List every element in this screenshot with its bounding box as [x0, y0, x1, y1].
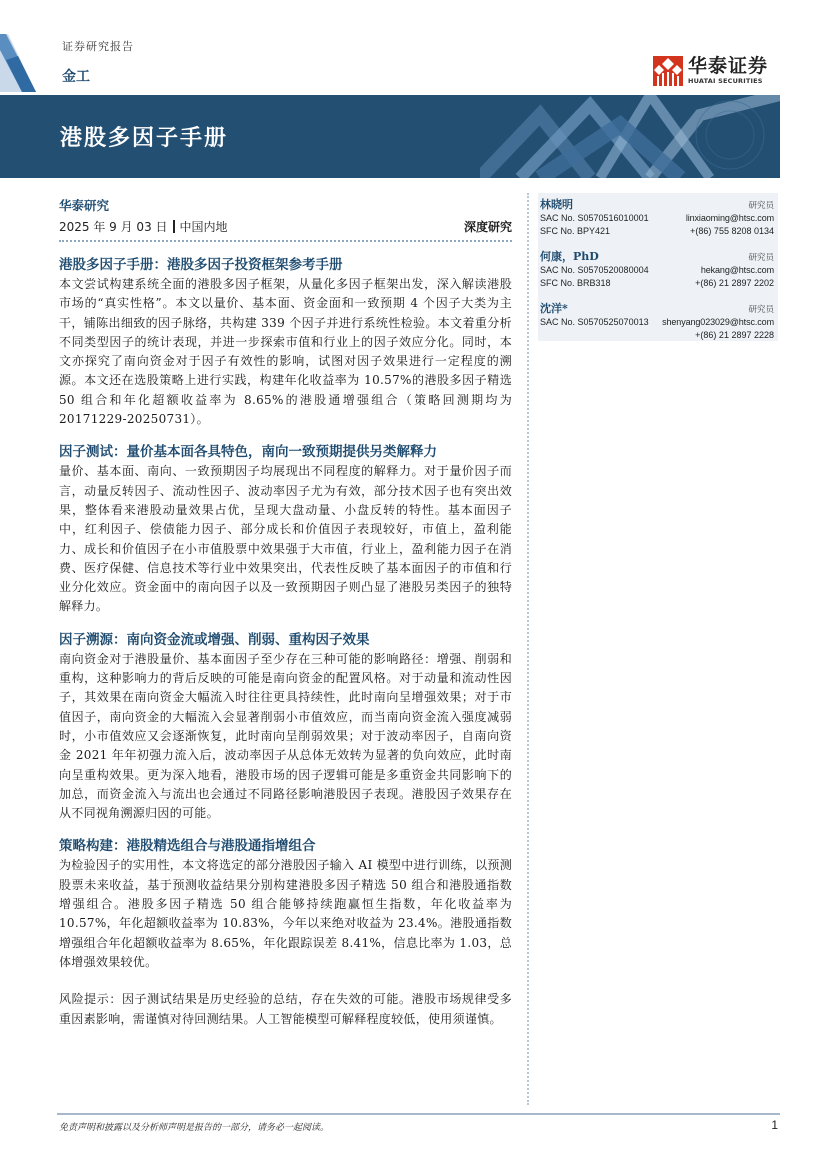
huatai-logo-icon [653, 56, 683, 86]
section-body: 量价、基本面、南向、一致预期因子均展现出不同程度的解释力。对于量价因子而言，动量反转因子、流动性因子、波动率因子尤为有效，部分技术因子也有突出效果，整体看来港股动量效果占优，呈现大盘动量、小盘反转的特性。基本面因子中，红利因子、偿债能力因子、部分成长和价值因子表现较好，市值上，盈利能力、成长和价值因子在小市值股票中效果强于大市值，行业上，盈利能力因子在消费、医疗保健、信息技术等行业中效果突出，代表性反映了基本面因子的市值和行业分化效应。资金面中的南向因子以及一致预期因子则凸显了港股另类因子的独特解释力。 [59, 464, 512, 614]
research-brand: 华泰研究 [59, 198, 110, 213]
author-role: 研究员 [748, 305, 774, 315]
author-name: 沈洋* [540, 302, 568, 315]
author-sfc: SFC No. BRB318 [540, 278, 611, 288]
author-phone: +(86) 21 2897 2202 [695, 278, 774, 288]
summary-column [59, 196, 512, 1029]
author-sac: SAC No. S0570520080004 [540, 265, 649, 275]
section-heading: 因子测试：量价基本面各具特色，南向一致预期提供另类解释力 [59, 444, 437, 461]
footer-divider [57, 1113, 780, 1115]
author-sac: SAC No. S0570516010001 [540, 213, 649, 223]
logo-english-name: HUATAI SECURITIES [688, 77, 763, 85]
report-date: 2025 年 9 月 03 日 [59, 220, 168, 234]
author-email-link[interactable]: shenyang023029@htsc.com [662, 317, 774, 327]
report-title: 港股多因子手册 [60, 125, 229, 151]
author-name: 林晓明 [540, 198, 573, 211]
authors-panel [538, 193, 778, 341]
section-strategy [59, 837, 512, 972]
author-role: 研究员 [748, 201, 774, 211]
section-overview [59, 256, 512, 429]
section-heading: 策略构建：港股精选组合与港股通指增组合 [59, 838, 316, 855]
risk-notice-text: 风险提示：因子测试结果是历史经验的总结，存在失效的可能。港股市场规律受多重因素影响，需谨慎对待回测结果。人工智能模型可解释程度较低，使用须谨慎。 [59, 992, 512, 1026]
author-phone: +(86) 21 2897 2228 [695, 330, 774, 340]
banner-chart-art [480, 95, 780, 178]
section-body: 为检验因子的实用性，本文将选定的部分港股因子输入 AI 模型中进行训练，以预测股票未来收益，基于预测收益结果分别构建港股多因子精选 50 组合和港股通指数增强组合。港股多因子精选 50 组合能够持续跑赢恒生指数，年化收益率为 10.57%，年化超额收益率为 10.83%，今年以来绝对收益为 23.4%。港股通指数增强组合年化超额收益率为 8.65%，年化跟踪误差 8.41%，信息比率为 1.03，总体增强效果较优。 [59, 858, 512, 969]
section-factor-tracing [59, 631, 512, 824]
author-card [540, 300, 774, 342]
author-sac: SAC No. S0570525070013 [540, 317, 649, 327]
corner-stripe-decoration [0, 34, 56, 92]
author-email-link[interactable]: linxiaoming@htsc.com [685, 213, 774, 223]
logo-chinese-name: 华泰证券 [688, 55, 769, 77]
section-body: 本文尝试构建系统全面的港股多因子框架，从量化多因子框架出发，深入解读港股市场的“真实性格”。本文以量价、基本面、资金面和一致预期 4 个因子大类为主干，铺陈出细致的因子脉络，共构建 339 个因子并进行系统性检验。本文着重分析不同类型因子的统计表现，并进一步探索市值和行业上的因子效应分化。同时，本文亦探究了南向资金对于因子有效性的影响，试图对因子效果进行一定程度的溯源。本文还在选股策略上进行实践，构建年化收益率为 10.57%的港股多因子精选 50 组合和年化超额收益率为 8.65%的港股通增强组合（策略回测期均为 20171229-20250731）。 [59, 277, 512, 427]
author-role: 研究员 [748, 253, 774, 263]
section-body: 南向资金对于港股量价、基本面因子至少存在三种可能的影响路径：增强、削弱和重构，这种影响力的背后反映的可能是南向资金的配置风格。对于动量和流动性因子，其效果在南向资金大幅流入时往往更具持续性，此时南向呈增强效果；对于市值因子，南向资金的大幅流入会显著削弱小市值效应，而当南向资金流入强度减弱时，小市值效应又会逐渐恢复，此时南向呈削弱效果；对于波动率因子，自南向资金 2021 年年初强力流入后，波动率因子从总体无效转为显著的负向效应，此时南向呈重构效果。更为深入地看，港股市场的因子逻辑可能是多重资金共同影响下的加总，而资金流入与流出也会通过不同路径影响港股因子表现。港股因子效果存在从不同视角溯源归因的可能。 [59, 651, 512, 821]
report-type-label: 证券研究报告 [62, 40, 134, 53]
dateline [59, 218, 512, 242]
column-divider [527, 193, 529, 1105]
report-category: 深度研究 [463, 220, 512, 234]
author-phone: +(86) 755 8208 0134 [690, 226, 774, 236]
section-factor-testing [59, 443, 512, 616]
author-sfc: SFC No. BPY421 [540, 226, 611, 236]
author-card [540, 248, 774, 290]
report-region: 中国内地 [179, 220, 228, 234]
author-email-link[interactable]: hekang@htsc.com [700, 265, 774, 275]
footer-disclaimer: 免责声明和披露以及分析师声明是报告的一部分，请务必一起阅读。 [59, 1123, 330, 1133]
risk-notice [59, 990, 512, 1029]
department-label: 金工 [62, 69, 90, 85]
section-heading: 港股多因子手册：港股多因子投资框架参考手册 [59, 257, 343, 273]
title-banner [0, 95, 780, 178]
author-card [540, 196, 774, 238]
page-number: 1 [771, 1118, 778, 1132]
author-name: 何康，PhD [540, 250, 599, 263]
dateline-separator [173, 220, 175, 233]
huatai-logo [653, 52, 788, 90]
section-heading: 因子溯源：南向资金流或增强、削弱、重构因子效果 [59, 631, 370, 648]
